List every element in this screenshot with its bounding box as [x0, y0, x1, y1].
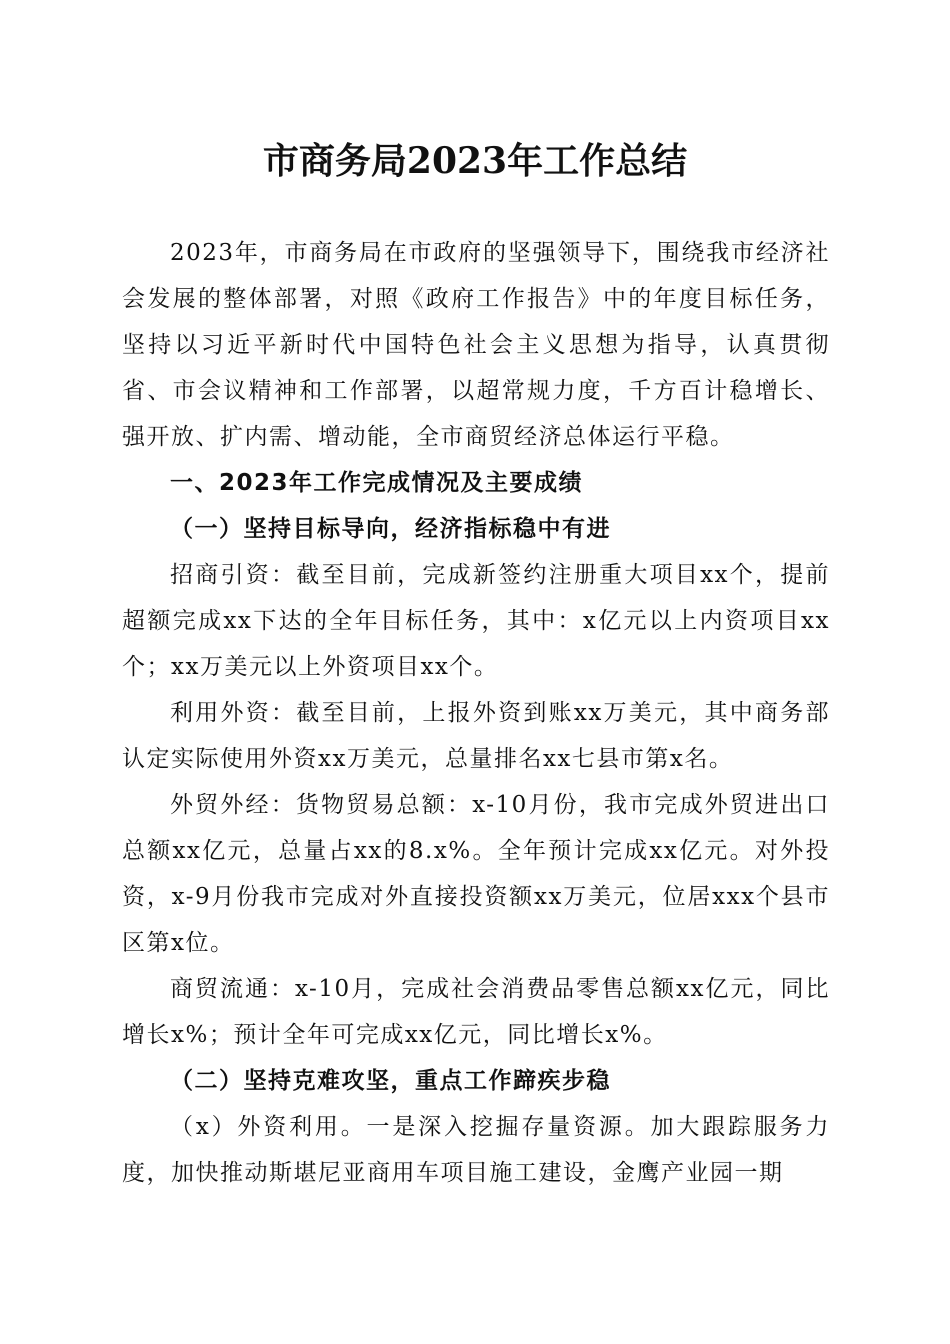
- document-body: [122, 230, 830, 1196]
- utilization-paragraph: （x）外资利用。一是深入挖掘存量资源。加大跟踪服务力度，加快推动斯堪尼亚商用车项目施工建设，金鹰产业园一期: [122, 1114, 830, 1186]
- subsection-heading-2: （二）坚持克难攻坚，重点工作蹄疾步稳: [170, 1067, 611, 1094]
- subsection-heading-1: （一）坚持目标导向，经济指标稳中有进: [170, 515, 611, 542]
- foreign-trade-paragraph: 外贸外经：货物贸易总额：x-10月份，我市完成外贸进出口总额xx亿元，总量占xx的8.x%。全年预计完成xx亿元。对外投资，x-9月份我市完成对外直接投资额xx万美元，位居xxx个县市区第x位。: [122, 792, 830, 956]
- investment-paragraph: 招商引资：截至目前，完成新签约注册重大项目xx个，提前超额完成xx下达的全年目标任务，其中：x亿元以上内资项目xx个；xx万美元以上外资项目xx个。: [122, 562, 830, 680]
- foreign-capital-paragraph: 利用外资：截至目前，上报外资到账xx万美元，其中商务部认定实际使用外资xx万美元，总量排名xx七县市第x名。: [122, 700, 830, 772]
- document-title: 市商务局2023年工作总结: [262, 140, 688, 182]
- intro-paragraph: 2023年，市商务局在市政府的坚强领导下，围绕我市经济社会发展的整体部署，对照《政府工作报告》中的年度目标任务，坚持以习近平新时代中国特色社会主义思想为指导，认真贯彻省、市会议精神和工作部署，以超常规力度，千方百计稳增长、强开放、扩内需、增动能，全市商贸经济总体运行平稳。: [122, 240, 830, 450]
- commerce-paragraph: 商贸流通：x-10月，完成社会消费品零售总额xx亿元，同比增长x%；预计全年可完成xx亿元，同比增长x%。: [122, 976, 830, 1048]
- section-heading-1: 一、2023年工作完成情况及主要成绩: [170, 470, 584, 496]
